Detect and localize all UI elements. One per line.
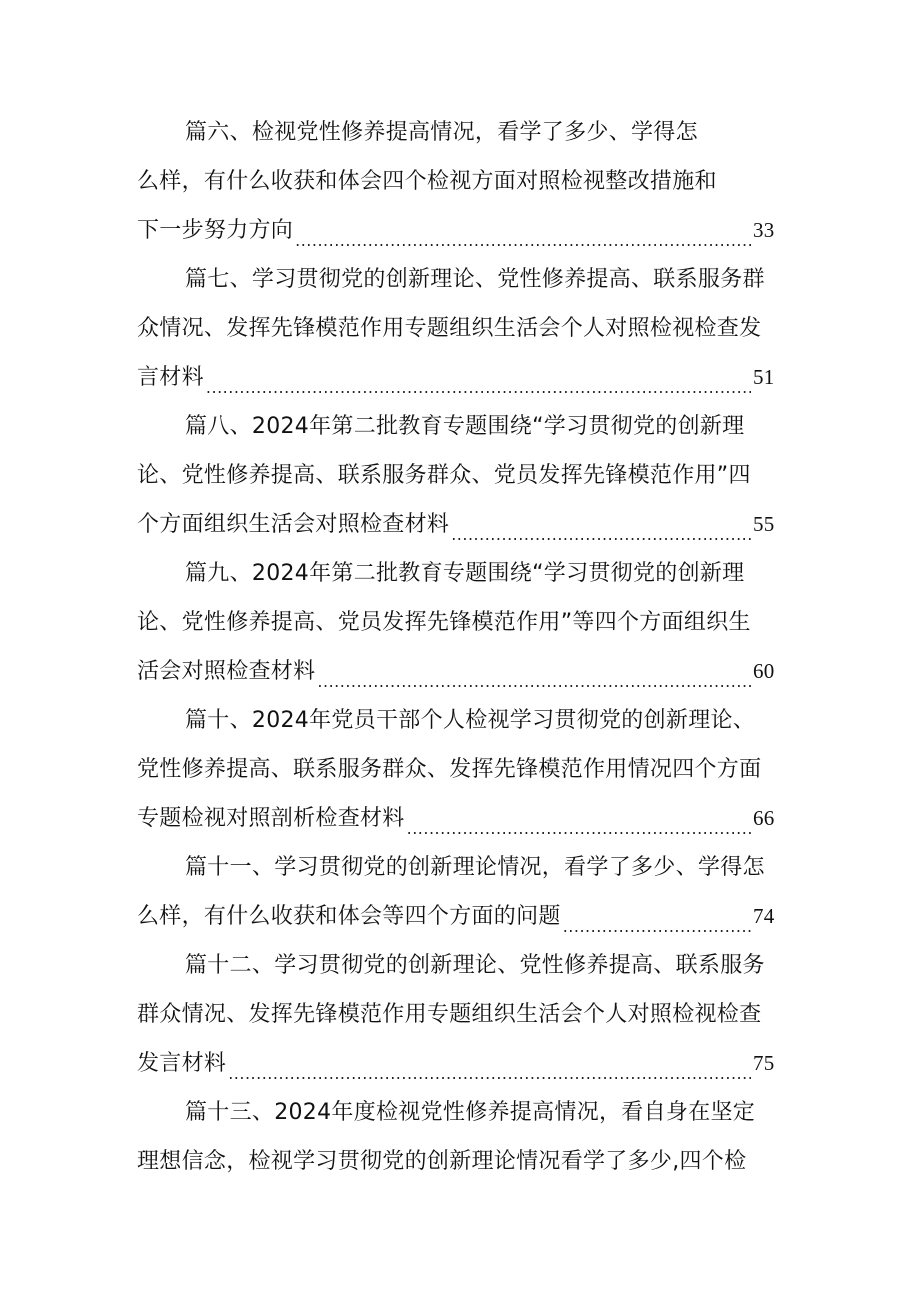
toc-entry-line: 么样，有什么收获和体会四个检视方面对照检视整改措施和 xyxy=(137,169,717,194)
leader-dots xyxy=(206,353,751,402)
leader-dots xyxy=(295,206,751,255)
page-number: 75 xyxy=(753,1051,775,1075)
toc-entry-line: 众情况、发挥先锋模范作用专题组织生活会个人对照检视检查发 xyxy=(137,316,762,341)
toc-entry-line: 发言材料 ..... 75 xyxy=(137,1039,789,1088)
toc-entry-line: 理想信念，检视学习贯彻党的创新理论情况看学了多少,四个检 xyxy=(137,1149,747,1174)
toc-entry-line: 个方面组织生活会对照检查材料 ..... 55 xyxy=(137,500,789,549)
page-number: 51 xyxy=(753,365,775,389)
toc-entry[interactable] xyxy=(137,255,789,402)
leader-dots xyxy=(407,794,751,843)
toc-entry[interactable] xyxy=(137,549,789,696)
toc-entry-line: 篇九、2024年第二批教育专题围绕“学习贯彻党的创新理 xyxy=(185,561,745,586)
toc-entry-line: 群众情况、发挥先锋模范作用专题组织生活会个人对照检视检查 xyxy=(137,1002,762,1027)
table-of-contents xyxy=(137,108,789,1186)
toc-entry-line: 么样，有什么收获和体会等四个方面的问题 ..... 74 xyxy=(137,892,789,941)
toc-entry-line: 专题检视对照剖析检查材料 ..... 66 xyxy=(137,794,789,843)
toc-entry-line: 下一步努力方向 ..... 33 xyxy=(137,206,789,255)
page-number: 60 xyxy=(753,659,775,683)
page-number: 74 xyxy=(753,904,775,928)
toc-entry[interactable] xyxy=(137,941,789,1088)
toc-entry[interactable] xyxy=(137,1088,789,1186)
page-number: 55 xyxy=(753,512,775,536)
toc-entry-line: 篇十二、学习贯彻党的创新理论、党性修养提高、联系服务 xyxy=(185,953,765,978)
leader-dots xyxy=(228,1039,751,1088)
toc-entry-line: 活会对照检查材料 ..... 60 xyxy=(137,647,789,696)
leader-dots xyxy=(451,500,751,549)
toc-entry-line: 篇十、2024年党员干部个人检视学习贯彻党的创新理论、 xyxy=(185,708,756,733)
toc-entry-line: 篇七、学习贯彻党的创新理论、党性修养提高、联系服务群 xyxy=(185,267,765,292)
toc-entry-line: 论、党性修养提高、联系服务群众、党员发挥先锋模范作用”四 xyxy=(137,463,751,488)
toc-entry[interactable] xyxy=(137,843,789,941)
toc-entry[interactable] xyxy=(137,402,789,549)
leader-dots xyxy=(317,647,751,696)
toc-entry-line: 篇六、检视党性修养提高情况，看学了多少、学得怎 xyxy=(185,120,698,145)
toc-entry[interactable] xyxy=(137,696,789,843)
toc-entry-line: 篇十一、学习贯彻党的创新理论情况，看学了多少、学得怎 xyxy=(185,855,765,880)
toc-entry-line: 篇十三、2024年度检视党性修养提高情况，看自身在坚定 xyxy=(185,1100,756,1125)
toc-entry-line: 篇八、2024年第二批教育专题围绕“学习贯彻党的创新理 xyxy=(185,414,745,439)
page-number: 33 xyxy=(753,218,775,242)
page-number: 66 xyxy=(753,806,775,830)
leader-dots xyxy=(563,892,751,941)
toc-entry-line: 言材料 ..... 51 xyxy=(137,353,789,402)
toc-entry[interactable] xyxy=(137,108,789,255)
toc-entry-line: 党性修养提高、联系服务群众、发挥先锋模范作用情况四个方面 xyxy=(137,757,762,782)
toc-entry-line: 论、党性修养提高、党员发挥先锋模范作用”等四个方面组织生 xyxy=(137,610,751,635)
